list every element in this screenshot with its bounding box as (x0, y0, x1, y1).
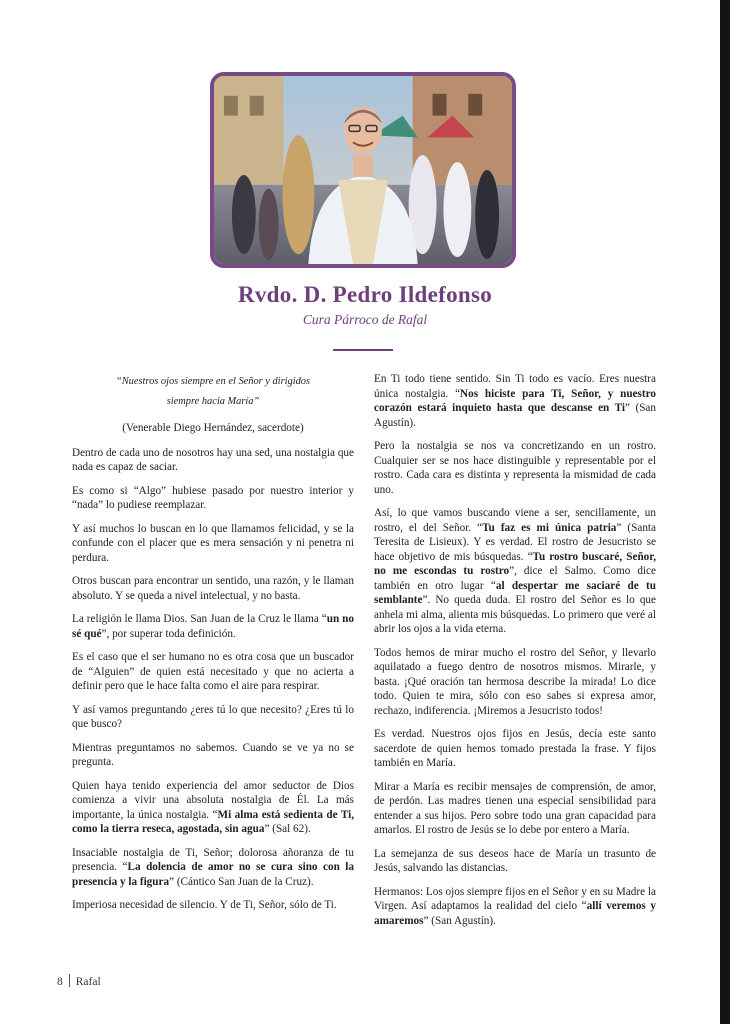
paragraph-text: ” (Santa Teresita de Lisieux). Y es verdad. El rostro de Jesucristo se hace objetivo de mis búsquedas. “ (374, 521, 656, 563)
paragraph-text: Otros buscan para encontrar un sentido, una razón, y le llaman absoluto. Y se queda a nivel intelectual, y no basta. (72, 575, 354, 602)
body-paragraph (374, 780, 656, 838)
paragraph-text: Y así muchos lo buscan en lo que llamamos felicidad, y se la confunde con el placer que es mera sensación y ni penetra ni perdura. (72, 522, 354, 564)
body-paragraph (374, 847, 656, 876)
paragraph-text: ”, dice el Salmo. Como dice también en otro lugar “ (374, 565, 656, 592)
opening-quote-line: siempre hacia María” (166, 396, 260, 407)
paragraph-text: Pero la nostalgia se nos va concretizando en un rostro. Cualquier ser se nos hace distinguible y representable por el rostro. Cada cara es distinta y representa la mismidad de cada uno. (374, 440, 656, 496)
title-divider (333, 349, 393, 351)
right-paragraphs (374, 372, 656, 928)
paragraph-text: Mirar a María es recibir mensajes de comprensión, de amor, de perdón. Las madres tienen una especial sensibilidad para entender a sus hijos. Pero sobre todo una gran capacidad para amarlos. El rostro de Jesús se lo debe por entero a María. (374, 780, 656, 836)
paragraph-text: Imperiosa necesidad de silencio. Y de Ti, Señor, sólo de Ti. (72, 899, 337, 911)
body-paragraph (72, 741, 354, 770)
body-paragraph (72, 484, 354, 513)
paragraph-text: Insaciable nostalgia de Ti, Señor; dolorosa añoranza de tu presencia. “ (72, 846, 354, 873)
page-footer (57, 974, 101, 988)
paragraph-text: La semejanza de sus deseos hace de María un trasunto de Jesús, salvando las distancias. (374, 847, 656, 874)
body-paragraph (374, 506, 656, 637)
article-author-role: Cura Párroco de Rafal (302, 312, 428, 327)
body-paragraph (374, 646, 656, 719)
body-paragraph (72, 650, 354, 694)
body-paragraph (72, 446, 354, 475)
publication-name: Rafal (75, 976, 101, 988)
body-paragraph (374, 885, 656, 929)
emphasized-quote: La dolencia de amor no se cura sino con la presencia y la figura (72, 861, 355, 888)
left-paragraphs (72, 446, 354, 913)
body-paragraph (374, 372, 656, 430)
article-author-name: Rvdo. D. Pedro Ildefonso (237, 282, 493, 307)
opening-quote-source: (Venerable Diego Hernández, sacerdote) (122, 422, 304, 434)
priest-photo (210, 72, 516, 268)
paragraph-text: Dentro de cada uno de nosotros hay una sed, una nostalgia que nada es capaz de saciar. (72, 446, 354, 473)
paragraph-text: ”. No queda duda. El rostro del Señor es lo que anhela mi alma, alienta mis búsquedas. Lo primero que veré al abrir los ojos a la vida eterna. (374, 594, 656, 635)
paragraph-text: En Ti todo tiene sentido. Sin Ti todo es vacío. Eres nuestra única nostalgia. “ (374, 373, 656, 400)
emphasized-quote: un no sé qué (72, 613, 354, 640)
paragraph-text: La religión le llama Dios. San Juan de la Cruz le llama “ (72, 613, 327, 625)
paragraph-text: ” (San Agustín). (423, 914, 496, 927)
paragraph-text: ” (Sal 62). (264, 823, 311, 835)
body-paragraph (72, 522, 354, 566)
opening-quote (72, 372, 354, 412)
page-number: 8 (57, 976, 63, 988)
paragraph-text: Quien haya tenido experiencia del amor seductor de Dios comienza a vivir una absoluta nostalgia de Él. La más importante, la única nostalgia. “ (72, 779, 354, 821)
paragraph-text: Así, lo que vamos buscando viene a ser, sencillamente, un rostro, el del Señor. “ (374, 507, 656, 534)
body-paragraph (72, 612, 354, 641)
emphasized-quote: Nos hiciste para Ti, Señor, y nuestro corazón estará inquieto hasta que descanse en Ti (374, 387, 656, 414)
emphasized-quote: Tu rostro buscaré, Señor, no me escondas tu rostro (374, 550, 656, 577)
paragraph-text: ”, por superar toda definición. (101, 627, 236, 640)
body-paragraph (72, 779, 354, 837)
paragraph-text: Mientras preguntamos no sabemos. Cuando se ve ya no se pregunta. (72, 741, 354, 768)
paragraph-text: Hermanos: Los ojos siempre fijos en el Señor y en su Madre la Virgen. Así adaptamos la realidad del cielo “ (374, 885, 656, 912)
paragraph-text: ” (Cántico San Juan de la Cruz). (169, 875, 314, 888)
right-column (374, 372, 656, 937)
emphasized-quote: Tu faz es mi única patria (482, 521, 617, 534)
paragraph-text: ” (San Agustín). (374, 402, 656, 429)
emphasized-quote: allí veremos y amaremos (374, 900, 656, 927)
body-paragraph (72, 574, 354, 603)
paragraph-text: Es como si “Algo” hubiese pasado por nuestro interior y “nada” lo pudiese reemplazar. (72, 484, 354, 511)
paragraph-text: Todos hemos de mirar mucho el rostro del Señor, y llevarlo aquilatado a fuego dentro de nosotros mismos. Mirarle, y basta. ¡Qué oración tan hermosa describe la mirada! Lo dice todo. Quien te mira, sólo con eso sabes si expresa amor, rechazo, indiferencia. ¡Miremos a Jesucristo todos! (374, 646, 656, 717)
page-edge-strip (720, 0, 730, 1024)
body-paragraph (72, 703, 354, 732)
emphasized-quote: Mi alma está sedienta de Ti, como la tierra reseca, agostada, sin agua (72, 808, 354, 835)
footer-separator (69, 974, 70, 987)
paragraph-text: Es verdad. Nuestros ojos fijos en Jesús, decía este santo sacerdote de quien hemos tomado prestada la frase. Y fijos también en María. (374, 728, 656, 769)
body-paragraph (72, 846, 354, 890)
body-paragraph (374, 727, 656, 771)
priest-photo-image (214, 76, 512, 264)
emphasized-quote: al despertar me saciaré de tu semblante (374, 579, 656, 606)
left-column (72, 372, 354, 922)
body-paragraph (72, 898, 354, 913)
body-paragraph (374, 439, 656, 497)
opening-quote-line: “Nuestros ojos siempre en el Señor y dirigidos (115, 376, 311, 387)
paragraph-text: Es el caso que el ser humano no es otra cosa que un buscador de “Alguien” de quien está necesitado y que no acierta a definir pero que le hace falta como el aire para respirar. (72, 651, 354, 692)
paragraph-text: Y así vamos preguntando ¿eres tú lo que necesito? ¿Eres tú lo que busco? (72, 703, 354, 730)
